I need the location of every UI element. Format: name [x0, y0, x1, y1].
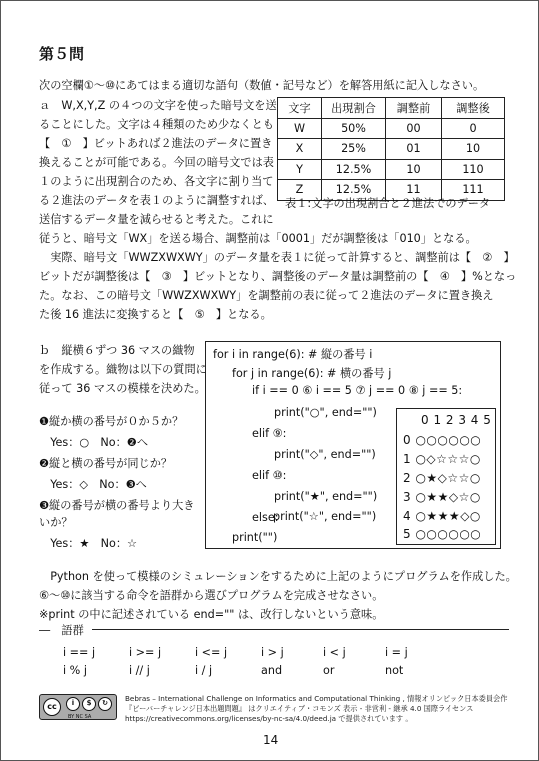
footer-line: Bebras – International Challenge on Informatics and Computational Thinking , 情報オリンピック日本委員会作: [125, 694, 508, 703]
word-option: i // j: [129, 664, 150, 677]
word-group-label: ― 語群: [39, 624, 84, 637]
word-option: i >= j: [129, 646, 162, 659]
table-cell: Y: [278, 159, 322, 180]
code-line: for i in range(6): # 縦の番号 i: [213, 348, 373, 361]
grid-row: 3 ○★★◇☆○: [403, 490, 481, 504]
table-cell: 00: [386, 118, 442, 139]
answer-1: Yes：○ No：❷へ: [39, 436, 149, 449]
code-line: if i == 0 ⑥ i == 5 ⑦ j == 0 ⑧ j == 5:: [252, 384, 463, 397]
code-line: print("◇", end=""): [274, 448, 376, 461]
answer-3: Yes：★ No：☆: [39, 537, 138, 550]
question-2: ❷縦と横の番号が同じか？: [39, 457, 173, 470]
sa-icon: ↻: [98, 697, 112, 711]
pattern-grid: [396, 408, 496, 545]
grid-row: 2 ○★◇☆☆○: [403, 471, 481, 485]
problem-title: 第５問: [39, 45, 85, 63]
table-cell: X: [278, 139, 322, 160]
grid-row: 0 ○○○○○○: [403, 433, 482, 447]
table-cell: 12.5%: [322, 159, 386, 180]
code-line: elif ⑩:: [252, 469, 287, 482]
word-option: and: [261, 664, 283, 677]
code-line: print("☆", end=""): [273, 510, 377, 523]
table-cell: 11: [386, 180, 442, 201]
grid-row: 1 ○◇☆☆☆○: [403, 452, 481, 466]
python-note: Python を使って模様のシミュレーションをするために上記のようにプログラムを作成した。: [39, 570, 517, 583]
grid-row: 4 ○★★★◇○: [403, 509, 481, 523]
code-line: else:: [252, 511, 279, 524]
python-note: ⑥～⑩に該当する命令を語群から選びプログラムを完成させなさい。: [39, 589, 384, 602]
table-caption: 表１:文字の出現割合と２進法でのデータ: [285, 197, 491, 210]
table-cell: 110: [442, 159, 505, 180]
part-b-line: 従って 36 マスの模様を決めた。: [39, 382, 206, 395]
word-option: i > j: [261, 646, 284, 659]
cc-license-label: BY NC SA: [68, 714, 92, 720]
cc-license-badge: [39, 694, 117, 720]
footer-line: 『ビーバーチャレンジ日本出題問題』 はクリエイティブ・コモンズ 表示 - 非営利 - 継承 4.0 国際ライセンス: [125, 704, 474, 713]
table-cell: W: [278, 118, 322, 139]
part-a-text: ビットだが調整後は【 ③ 】ビットとなり、調整後のデータ量は調整前の【 ④ 】%となっ: [39, 270, 517, 283]
table-cell: 111: [442, 180, 505, 201]
part-b-line: ｂ 縦横６ずつ 36 マスの織物: [39, 344, 195, 357]
by-icon: i: [66, 697, 80, 711]
word-option: i <= j: [195, 646, 228, 659]
word-option: i = j: [385, 646, 408, 659]
question-3: ❸縦の番号が横の番号より大き: [39, 499, 195, 512]
part-a-line: 【 ① 】ビットあれば２進法のデータに置き: [39, 137, 273, 150]
word-option: or: [323, 664, 335, 677]
answer-2: Yes：◇ No：❸へ: [39, 478, 147, 491]
table-cell: 10: [386, 159, 442, 180]
word-option: not: [385, 664, 404, 677]
part-a-line: る２進法のデータを表１のように調整すれば、: [39, 194, 274, 207]
instructions: 次の空欄①～⑩にあてはまる適切な語句（数値・記号など）を解答用紙に記入しなさい。: [39, 79, 485, 92]
word-option: i / j: [195, 664, 213, 677]
grid-header: 0 1 2 3 4 5: [421, 413, 492, 427]
table-header-cell: 出現割合: [322, 98, 386, 119]
table-header-row: [278, 98, 505, 119]
table-header-cell: 調整後: [442, 98, 505, 119]
part-a-line: 送信するデータ量を減らせると考えた。これに: [39, 213, 274, 226]
code-line: print("★", end=""): [274, 490, 378, 503]
grid-row: 5 ○○○○○○: [403, 527, 482, 541]
part-a-text: 従うと、暗号文「WX」を送る場合、調整前は「0001」だが調整後は「010」となる。: [39, 232, 477, 245]
part-a-line: ａ W,X,Y,Z の４つの文字を使った暗号文を送: [39, 99, 277, 112]
part-a-text: 実際、暗号文「WWZXWXWY」のデータ量を表１に従って計算すると、調整前は【 ② 】: [39, 251, 515, 264]
part-a-text: た後 16 進法に変換すると【 ⑤ 】となる。: [39, 308, 272, 321]
code-line: elif ⑨:: [252, 427, 287, 440]
word-group-rule: [92, 629, 509, 630]
frequency-table: [277, 97, 505, 201]
question-3-cont: いか？: [39, 516, 73, 529]
code-line: print("○", end=""): [274, 406, 377, 419]
table-cell: 50%: [322, 118, 386, 139]
question-1: ❶縦か横の番号が０か５か？: [39, 415, 184, 428]
table-cell: 25%: [322, 139, 386, 160]
cc-icon: cc: [43, 698, 61, 716]
word-option: i == j: [63, 646, 96, 659]
part-b-line: を作成する。織物は以下の質問に: [39, 363, 207, 376]
table-cell: 01: [386, 139, 442, 160]
word-option: i % j: [63, 664, 87, 677]
table-cell: Z: [278, 180, 322, 201]
table-row: [278, 139, 505, 160]
table-cell: 12.5%: [322, 180, 386, 201]
word-option: i < j: [323, 646, 346, 659]
page-number: 14: [263, 733, 279, 747]
table-header-cell: 調整前: [386, 98, 442, 119]
part-a-line: １のように出現割合のため、各文字に割り当て: [39, 175, 274, 188]
code-line: print(""): [232, 531, 278, 544]
python-note: ※print の中に記述されている end="" は、改行しないという意味。: [39, 608, 384, 621]
table-row: [278, 118, 505, 139]
table-cell: 10: [442, 139, 505, 160]
part-a-line: 換えることが可能である。今回の暗号文では表: [39, 156, 274, 169]
part-a-line: ることにした。文字は４種類のため少なくとも: [39, 118, 274, 131]
table-header-cell: 文字: [278, 98, 322, 119]
table-cell: 0: [442, 118, 505, 139]
code-line: for j in range(6): # 横の番号 j: [232, 367, 392, 380]
part-a-text: た。なお、この暗号文「WWZXWXWY」を調整前の表に従って２進法のデータに置き換え: [39, 289, 494, 302]
table-row: [278, 159, 505, 180]
footer-line: https://creativecommons.org/licenses/by-nc-sa/4.0/deed.ja で提供されています 。: [125, 714, 413, 723]
nc-icon: $: [82, 697, 96, 711]
